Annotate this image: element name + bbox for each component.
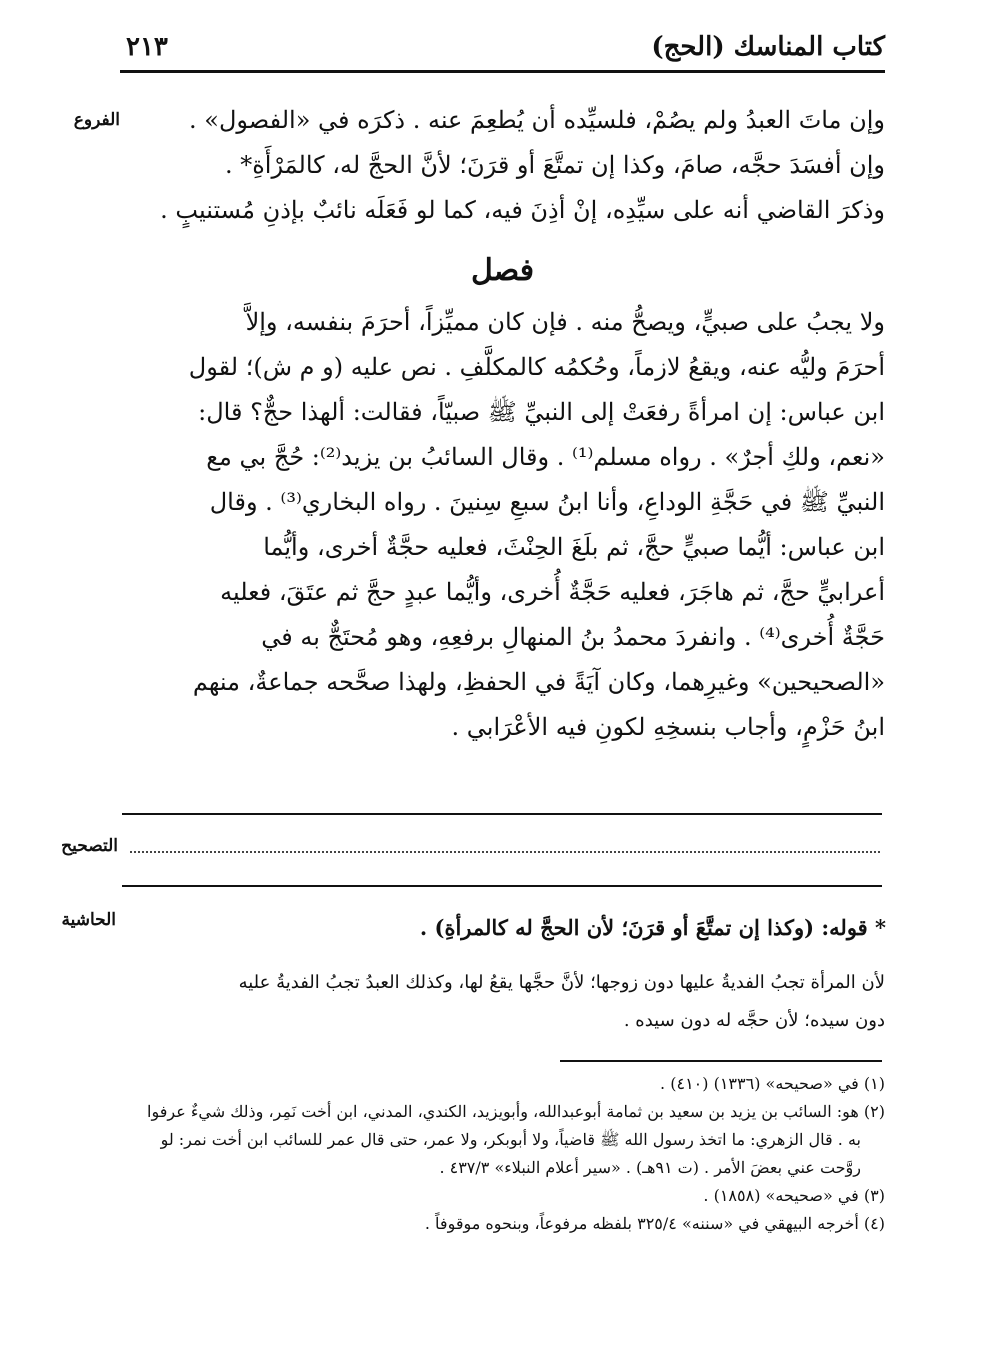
side-label-tashih: التصحيح <box>61 836 118 856</box>
footnote-line: (٤) أخرجه البيهقي في «سننه» ٣٢٥/٤ بلفظه مرفوعاً، وبنحوه موقوفاً . <box>424 1214 885 1233</box>
main-upper-line: وإن ماتَ العبدُ ولم يصُمْ، فلسيِّده أن يُطعِمَ عنه . ذكرَه في «الفصول» . <box>189 106 885 134</box>
side-label-furu: الفروع <box>73 110 120 130</box>
main-lower-line: حَجَّةٌ أُخرى⁽⁴⁾ . وانفردَ محمدُ بنُ المنهالِ برفعِهِ، وهو مُحتَجٌّ به في <box>261 623 885 651</box>
running-header <box>120 30 885 73</box>
footnote-line: روَّحت عني بعضَ الأمر . (ت ٩١هـ) . «سير أعلام النبلاء» ٤٣٧/٣ . <box>439 1158 861 1177</box>
hashiya-body <box>125 964 885 1040</box>
main-upper-line: وإن أفسَدَ حجَّه، صامَ، وكذا إن تمتَّعَ أو قرَنَ؛ لأنَّ الحجَّ له، كالمَرْأَةِ* . <box>224 151 885 179</box>
main-lower-line: «الصحيحين» وغيرِهما، وكان آيَةً في الحفظِ، ولهذا صحَّحه جماعةٌ، منهم <box>192 668 885 696</box>
footnotes <box>125 1070 885 1238</box>
divider-rule <box>122 813 882 815</box>
hashiya-quote: * قوله: (وكذا إن تمتَّعَ أو قرَنَ؛ لأن الحجَّ له كالمرأةِ) . <box>419 915 886 940</box>
page-number: ٢١٣ <box>126 32 168 62</box>
hashiya-line: دون سيده؛ لأن حجَّه له دون سيده . <box>623 1010 885 1031</box>
footnote-line: (٣) في «صحيحه» (١٨٥٨) . <box>703 1186 885 1205</box>
footnote-line: (١) في «صحيحه» (١٣٣٦) (٤١٠) . <box>660 1074 885 1093</box>
divider-rule <box>122 885 882 887</box>
main-text-upper <box>120 98 885 233</box>
main-lower-line: ابن عباس: إن امرأةً رفعَتْ إلى النبيِّ ﷺ صبيّاً، فقالت: ألهذا حجٌّ؟ قال: <box>198 398 885 426</box>
header-title: كتاب المناسك (الحج) <box>651 32 885 62</box>
main-lower-line: أحرَمَ وليُّه عنه، ويقعُ لازماً، وحُكمُه كالمكلَّفِ . نص عليه (و م ش)؛ لقول <box>188 353 885 381</box>
footnote-rule <box>560 1060 882 1062</box>
main-text-lower <box>120 300 885 750</box>
main-lower-line: «نعم، ولكِ أجرٌ» . رواه مسلم⁽¹⁾ . وقال السائبُ بن يزيد⁽²⁾: حُجَّ بي مع <box>206 443 885 471</box>
main-lower-line: ابن عباس: أيُّما صبيٍّ حجَّ، ثم بلَغَ الحِنْثَ، فعليه حجَّةٌ أخرى، وأيُّما <box>263 533 885 561</box>
main-lower-line: ابنُ حَزْمٍ، وأجاب بنسخِهِ لكونِ فيه الأعْرَابي . <box>451 713 885 741</box>
footnote-line: به . قال الزهري: ما اتخذ رسول الله ﷺ قاضياً، ولا أبوبكر، ولا عمر، حتى قال عمر للسائب ابن أخت نمر: لو <box>160 1130 861 1149</box>
main-lower-line: ولا يجبُ على صبيٍّ، ويصحُّ منه . فإن كان مميِّزاً، أحرَمَ بنفسه، وإلاَّ <box>245 308 885 336</box>
tashih-dotted-line <box>130 851 880 853</box>
main-lower-line: أعرابيٍّ حجَّ، ثم هاجَرَ، فعليه حَجَّةٌ أُخرى، وأيُّما عبدٍ حجَّ ثم عتَقَ، فعليه <box>220 578 885 606</box>
side-label-hashiya: الحاشية <box>61 910 116 930</box>
hashiya-line: لأن المرأة تجبُ الفديةُ عليها دون زوجها؛ لأنَّ حجَّها يقعُ لها، وكذلك العبدُ تجبُ الفديةُ عليه <box>238 972 885 993</box>
main-upper-line: وذكرَ القاضي أنه على سيِّدِه، إنْ أذِنَ فيه، كما لو فَعَلَه نائبٌ بإذنِ مُستنيبٍ . <box>160 196 885 224</box>
main-lower-line: النبيِّ ﷺ في حَجَّةِ الوداعِ، وأنا ابنُ سبعِ سِنينَ . رواه البخاري⁽³⁾ . وقال <box>209 488 885 516</box>
section-heading: فصل <box>470 253 535 288</box>
footnote-line: (٢) هو: السائب بن يزيد بن سعيد بن ثمامة أبوعبدالله، وأبويزيد، الكندي، المدني، ابن أخت نَمِر، وذلك شيءٌ عرفوا <box>147 1102 885 1121</box>
